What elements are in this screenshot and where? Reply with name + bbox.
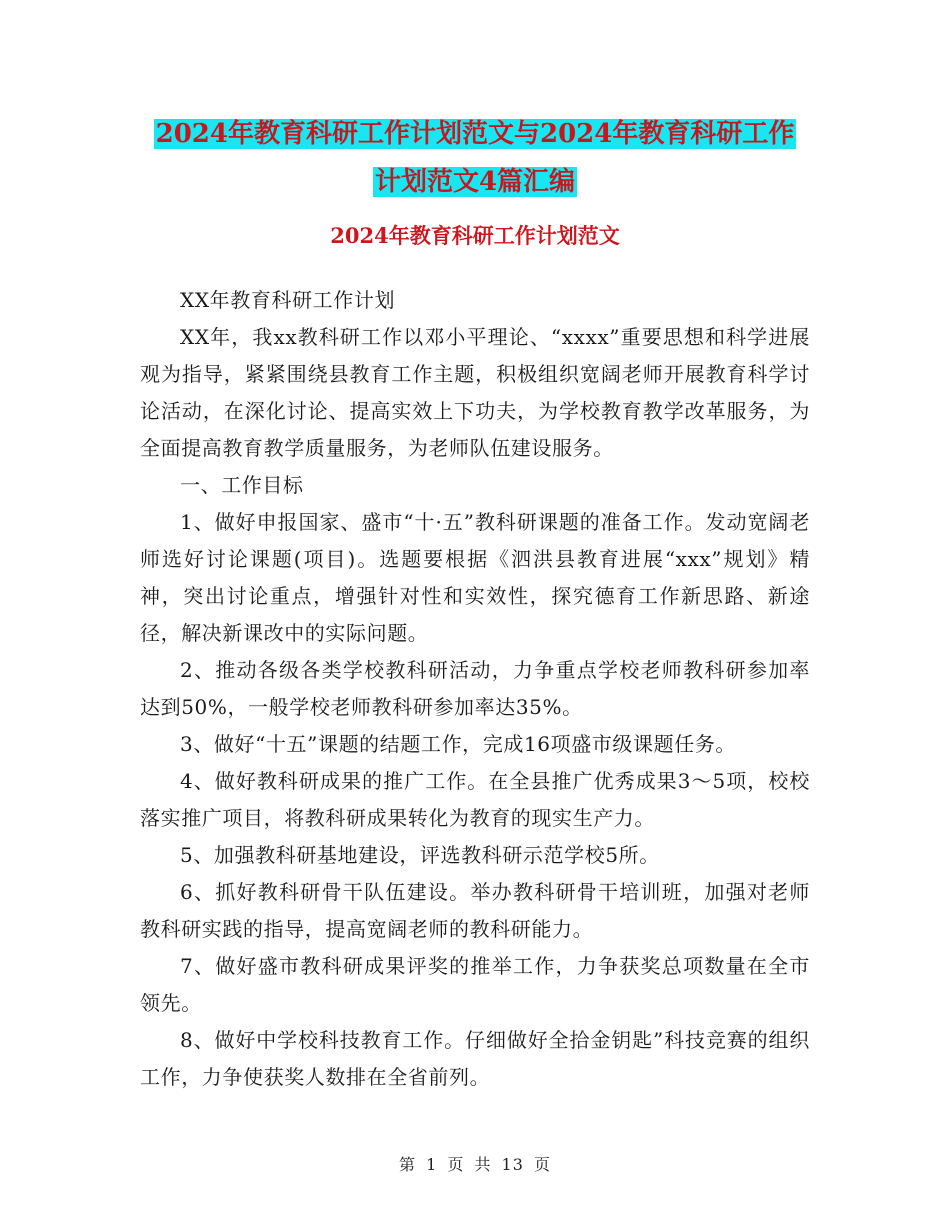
paragraph-goal-1: 1、做好申报国家、盛市“十·五”教科研课题的准备工作。发动宽阔老师选好讨论课题(项目)。选题要根据《泗洪县教育进展“xxx”规划》精神，突出讨论重点，增强针对性和实效性，探究德育工作新思路、新途径，解决新课改中的实际问题。 bbox=[140, 510, 810, 645]
document-title bbox=[140, 110, 810, 206]
section-title: 2024年教育科研工作计划范文 bbox=[330, 223, 620, 248]
title-line-1: 2024年教育科研工作计划范文与2024年教育科研工作 bbox=[155, 119, 795, 149]
paragraph-goal-3: 3、做好“十五”课题的结题工作，完成16项盛市级课题任务。 bbox=[180, 732, 737, 756]
document-body bbox=[140, 282, 810, 1096]
paragraph-goal-2: 2、推动各级各类学校教科研活动，力争重点学校老师教科研参加率达到50%，一般学校老师教科研参加率达35%。 bbox=[140, 658, 810, 719]
page-footer: 第 1 页 共 13 页 bbox=[399, 1155, 551, 1174]
paragraph-goal-4: 4、做好教科研成果的推广工作。在全县推广优秀成果3～5项，校校落实推广项目，将教科研成果转化为教育的现实生产力。 bbox=[140, 769, 810, 830]
paragraph-goal-8: 8、做好中学校科技教育工作。仔细做好全拾金钥匙”科技竞赛的组织工作，力争使获奖人数排在全省前列。 bbox=[140, 1028, 810, 1089]
paragraph-heading: XX年教育科研工作计划 bbox=[180, 288, 396, 312]
paragraph-intro: XX年，我xx教科研工作以邓小平理论、“xxxx”重要思想和科学进展观为指导，紧紧围绕县教育工作主题，积极组织宽阔老师开展教育科学讨论活动，在深化讨论、提高实效上下功夫，为学校教育教学改革服务，为全面提高教育教学质量服务，为老师队伍建设服务。 bbox=[140, 325, 810, 460]
paragraph-goal-7: 7、做好盛市教科研成果评奖的推举工作，力争获奖总项数量在全市领先。 bbox=[140, 954, 810, 1015]
title-line-2: 计划范文4篇汇编 bbox=[374, 167, 576, 197]
paragraph-goal-5: 5、加强教科研基地建设，评选教科研示范学校5所。 bbox=[180, 843, 660, 867]
paragraph-goal-6: 6、抓好教科研骨干队伍建设。举办教科研骨干培训班，加强对老师教科研实践的指导，提高宽阔老师的教科研能力。 bbox=[140, 880, 810, 941]
paragraph-section-heading: 一、工作目标 bbox=[180, 473, 304, 497]
